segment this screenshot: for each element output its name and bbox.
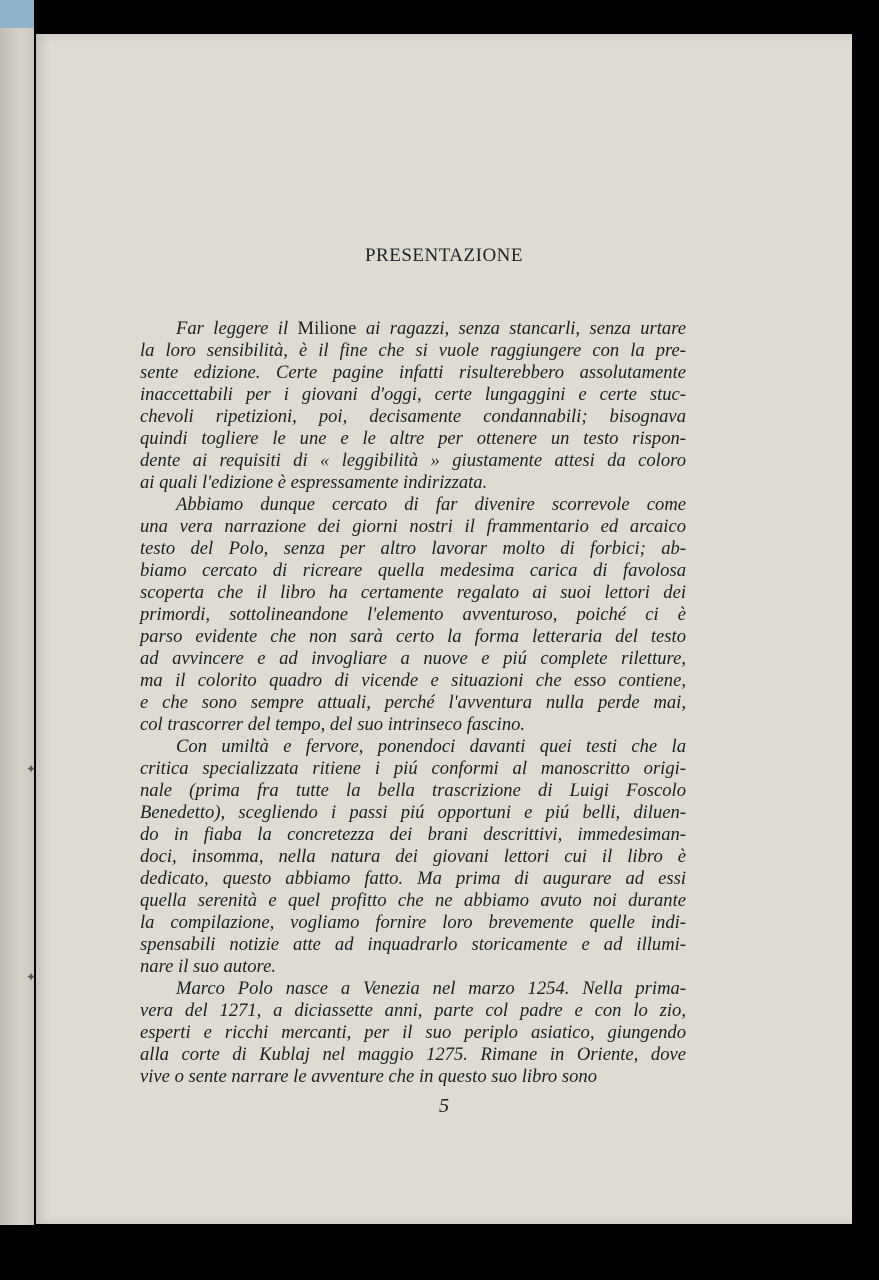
text-line: nale (prima fra tutte la bella trascrizione di Luigi Foscolo [140,780,686,801]
cover-edge [0,0,34,28]
text-line: chevoli ripetizioni, poi, decisamente condannabili; bisognava [140,406,686,427]
page-number: 5 [439,1095,449,1117]
text-line: la loro sensibilità, è il fine che si vuole raggiungere con la pre- [140,340,686,361]
text-line: ad avvincere e ad invogliare a nuove e piú complete riletture, [140,648,686,669]
text-line: doci, insomma, nella natura dei giovani lettori cui il libro è [140,846,686,867]
book-page [36,34,852,1224]
text-line: quella serenità e quel profitto che ne abbiamo avuto noi durante [140,890,686,911]
text-line: sente edizione. Certe pagine infatti risulterebbero assolutamente [140,362,686,383]
text-line: spensabili notizie atte ad inquadrarlo storicamente e ad illumi- [140,934,686,955]
text-line: critica specializzata ritiene i piú conformi al manoscritto origi- [140,758,686,779]
text-line: col trascorrer del tempo, del suo intrinseco fascino. [140,714,526,735]
text-line: parso evidente che non sarà certo la forma letteraria del testo [140,626,686,647]
text-line: testo del Polo, senza per altro lavorar molto di forbici; ab- [140,538,686,559]
text-line: Benedetto), scegliendo i passi piú opportuni e piú belli, diluen- [140,802,686,823]
text-line: Marco Polo nasce a Venezia nel marzo 1254. Nella prima- [176,978,686,999]
text-line: la compilazione, vogliamo fornire loro brevemente quelle indi- [140,912,686,933]
adjacent-page-edge [0,0,37,1225]
text-line: quindi togliere le une e le altre per ottenere un testo rispon- [140,428,686,449]
text-line: una vera narrazione dei giorni nostri il frammentario ed arcaico [140,516,686,537]
page-title: PRESENTAZIONE [364,245,524,266]
text-line: biamo cercato di ricreare quella medesima carica di favolosa [140,560,686,581]
text-line: primordi, sottolineandone l'elemento avventuroso, poiché ci è [140,604,686,625]
text-line: dente ai requisiti di « leggibilità » giustamente attesi da coloro [140,450,686,471]
text-line: ma il colorito quadro di vicende e situazioni che esso contiene, [140,670,686,691]
binding-stitch-icon: ✦ [26,762,37,776]
text-line: inaccettabili per i giovani d'oggi, certe lungaggini e certe stuc- [140,384,686,405]
text-line: nare il suo autore. [140,956,277,977]
page-body-text [140,318,686,1088]
text-line: Far leggere il Milione ai ragazzi, senza stancarli, senza urtare [176,318,687,339]
text-line: Con umiltà e fervore, ponendoci davanti quei testi che la [176,736,686,757]
text-line: e che sono sempre attuali, perché l'avventura nulla perde mai, [140,692,686,713]
text-line: do in fiaba la concretezza dei brani descrittivi, immedesiman- [140,824,686,845]
text-line: esperti e ricchi mercanti, per il suo periplo asiatico, giungendo [140,1022,686,1043]
text-line: vera del 1271, a diciassette anni, parte col padre e con lo zio, [140,1000,686,1021]
text-line: Abbiamo dunque cercato di far divenire scorrevole come [176,494,686,515]
text-line: vive o sente narrare le avventure che in questo suo libro sono [140,1066,597,1087]
text-line: alla corte di Kublaj nel maggio 1275. Rimane in Oriente, dove [140,1044,686,1065]
binding-stitch-icon: ✦ [26,970,37,984]
text-line: ai quali l'edizione è espressamente indirizzata. [140,472,488,493]
text-line: dedicato, questo abbiamo fatto. Ma prima di augurare ad essi [140,868,686,889]
text-line: scoperta che il libro ha certamente regalato ai suoi lettori dei [140,582,686,603]
